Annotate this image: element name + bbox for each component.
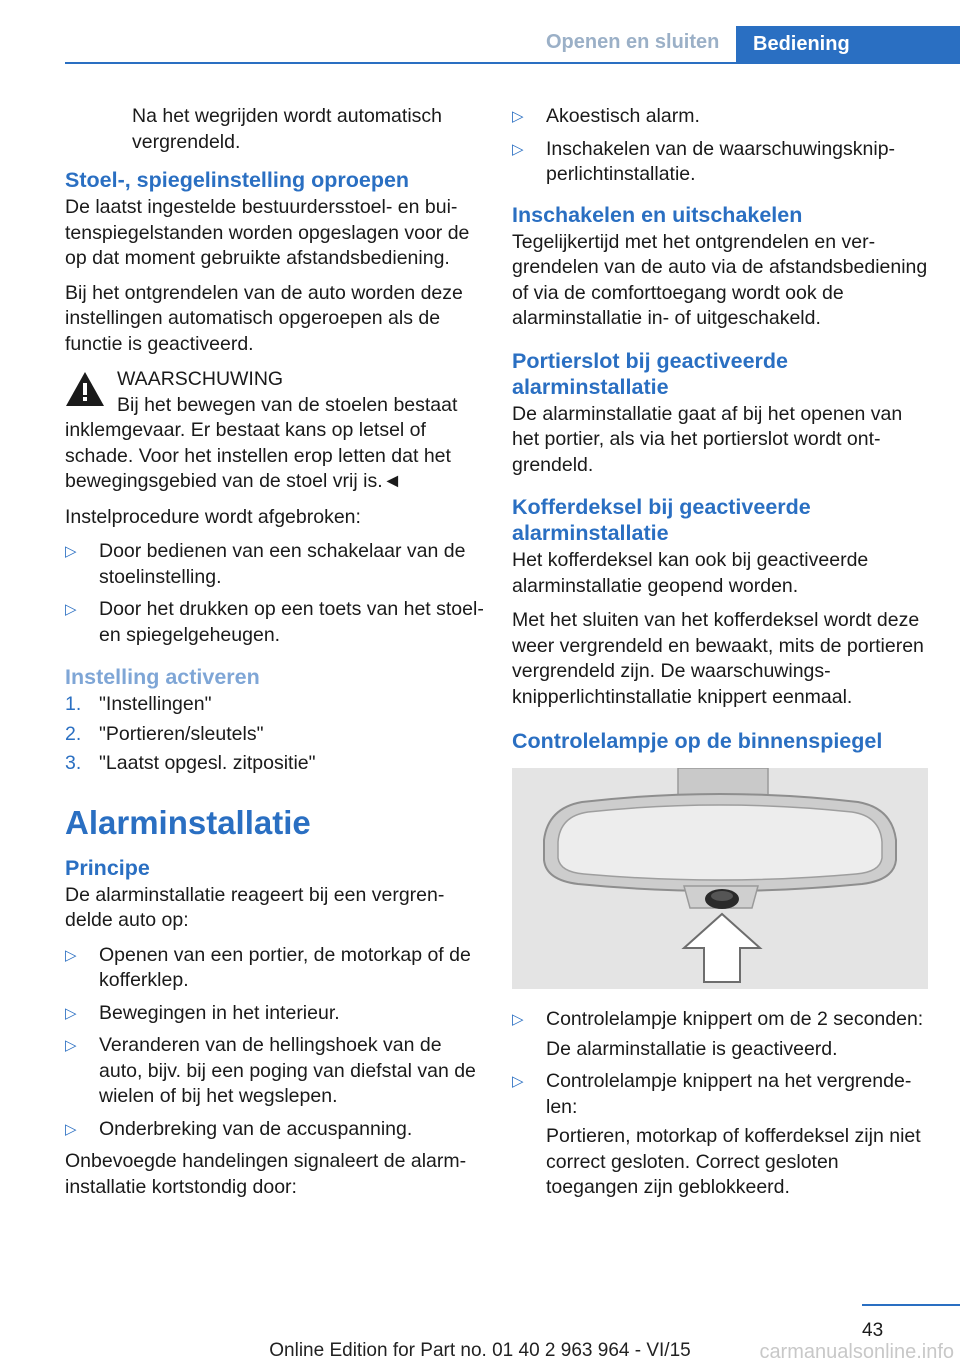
footer-rule: [862, 1304, 960, 1306]
switch-heading: Inschakelen en uitschakelen: [512, 202, 803, 227]
alarm-heading: Alarminstallatie: [65, 803, 311, 841]
edition-footer: Online Edition for Part no. 01 40 2 963 964 - VI/15: [269, 1340, 691, 1361]
principle-paragraph: De alarminstallatie reageert bij een vergrendelde auto op:: [65, 883, 445, 931]
list-item: ▷ Openen van een portier, de motorkap of de kofferklep.: [65, 943, 471, 991]
right-column: [512, 104, 932, 1208]
seat-paragraph-1: De laatst ingestelde bestuurdersstoel- en buitenspiegelstanden worden opgeslagen voor de op dat moment gebruikte afstandsbediening.: [65, 196, 470, 269]
list-item: ▷ Bewegingen in het interieur.: [65, 1001, 485, 1027]
triangle-bullet-icon: ▷: [65, 946, 77, 964]
triangle-bullet-icon: ▷: [512, 1073, 524, 1090]
triangle-bullet-icon: ▷: [65, 601, 77, 618]
watermark: carmanualsonline.info: [759, 1341, 954, 1363]
list-item: ▷ Onderbreking van de accuspanning.: [65, 1117, 485, 1143]
door-lock-paragraph: De alarminstallatie gaat af bij het openen van het portier, als via het portierslot wordt ontgrendeld.: [512, 402, 903, 476]
triangle-bullet-icon: ▷: [512, 1011, 524, 1028]
indicator-lamp-heading: Controlelampje op de binnenspiegel: [512, 729, 883, 753]
activate-heading: Instelling activeren: [65, 665, 260, 689]
page-header: [0, 26, 960, 62]
principle-heading: Principe: [65, 855, 150, 880]
triangle-bullet-icon: ▷: [65, 1037, 77, 1054]
seat-paragraph-2: Bij het ontgrendelen van de auto worden deze instellingen automatisch opgeroepen als de functie is geactiveerd.: [65, 281, 463, 355]
list-item: 1. "Instellingen": [65, 693, 212, 715]
list-item: ▷ Veranderen van de hellingshoek van de auto, bijv. bij een poging van diefstal van de wielen of bij het wegslepen.: [65, 1034, 476, 1107]
warning-triangle-icon: [65, 371, 105, 407]
header-section-title: Openen en sluiten: [546, 31, 720, 53]
list-item: 3. "Laatst opgesl. zitpositie": [65, 752, 316, 774]
list-item: ▷ Akoestisch alarm.: [512, 104, 932, 130]
list-item: ▷ Door bedienen van een schakelaar van de stoelinstelling.: [65, 540, 466, 588]
trunk-paragraph-2: Met het sluiten van het kofferdeksel wordt deze weer vergrendeld en bewaakt, mits de portieren vergrendeld zijn. De waarschuwingsknipperlichtinstallatie knippert eenmaal.: [512, 609, 924, 708]
switch-paragraph: Tegelijkertijd met het ontgrendelen en vergrendelen van de auto via de afstandsbediening of via de comforttoegang wordt ook de alarminstallatie in- of uitgeschakeld.: [512, 230, 928, 329]
rearview-mirror-illustration: [512, 768, 928, 989]
activate-steps: [65, 692, 485, 777]
list-item: ▷ Controlelampje knippert om de 2 seconden: De alarminstallatie is geactiveerd.: [512, 1008, 924, 1060]
warning-box: [65, 367, 485, 495]
principle-list: [65, 943, 485, 1143]
rearview-mirror-figure: [512, 768, 928, 989]
page-number: 43: [862, 1320, 884, 1341]
signal-paragraph: Onbevoegde handelingen signaleert de alarminstallatie kortstondig door:: [65, 1150, 467, 1198]
list-item: ▷ Controlelampje knippert na het vergrendelen: Portieren, motorkap of kofferdeksel zijn niet correct gesloten. Correct gesloten toegangen zijn geblokkeerd.: [512, 1070, 921, 1198]
lamp-list: [512, 1007, 932, 1201]
abort-intro: Instelprocedure wordt afgebroken:: [65, 505, 361, 528]
triangle-bullet-icon: ▷: [65, 1120, 77, 1138]
list-item: 2. "Portieren/sleutels": [65, 722, 264, 745]
header-chapter-tab: Bediening: [736, 26, 960, 62]
triangle-bullet-icon: ▷: [512, 140, 524, 158]
list-item: ▷ Inschakelen van de waarschuwingsknipperlichtinstallatie.: [512, 137, 896, 185]
warning-title: WAARSCHUWING: [117, 368, 284, 390]
triangle-bullet-icon: ▷: [512, 108, 524, 125]
signal-list: [512, 104, 932, 188]
trunk-heading: Kofferdeksel bij geactiveerde alarminstallatie: [512, 495, 811, 545]
triangle-bullet-icon: ▷: [65, 543, 77, 560]
list-item: ▷ Door het drukken op een toets van het stoel- en spiegelgeheugen.: [65, 598, 484, 646]
intro-paragraph: Na het wegrijden wordt automatisch vergrendeld.: [132, 105, 442, 153]
header-rule: [65, 62, 960, 64]
triangle-bullet-icon: ▷: [65, 1004, 77, 1022]
warning-text: Bij het bewegen van de stoelen bestaat inklemgevaar. Er bestaat kans op letsel of schade. Voor het instellen erop letten dat het bewegingsgebied van de stoel vrij is.◄: [65, 393, 458, 492]
seat-mirror-heading: Stoel-, spiegelinstelling oproepen: [65, 168, 410, 192]
left-column: [65, 104, 485, 1209]
abort-list: [65, 539, 485, 648]
trunk-paragraph-1: Het kofferdeksel kan ook bij geactiveerde alarminstallatie geopend worden.: [512, 549, 869, 597]
door-lock-heading: Portierslot bij geactiveerde alarminstallatie: [512, 348, 789, 399]
